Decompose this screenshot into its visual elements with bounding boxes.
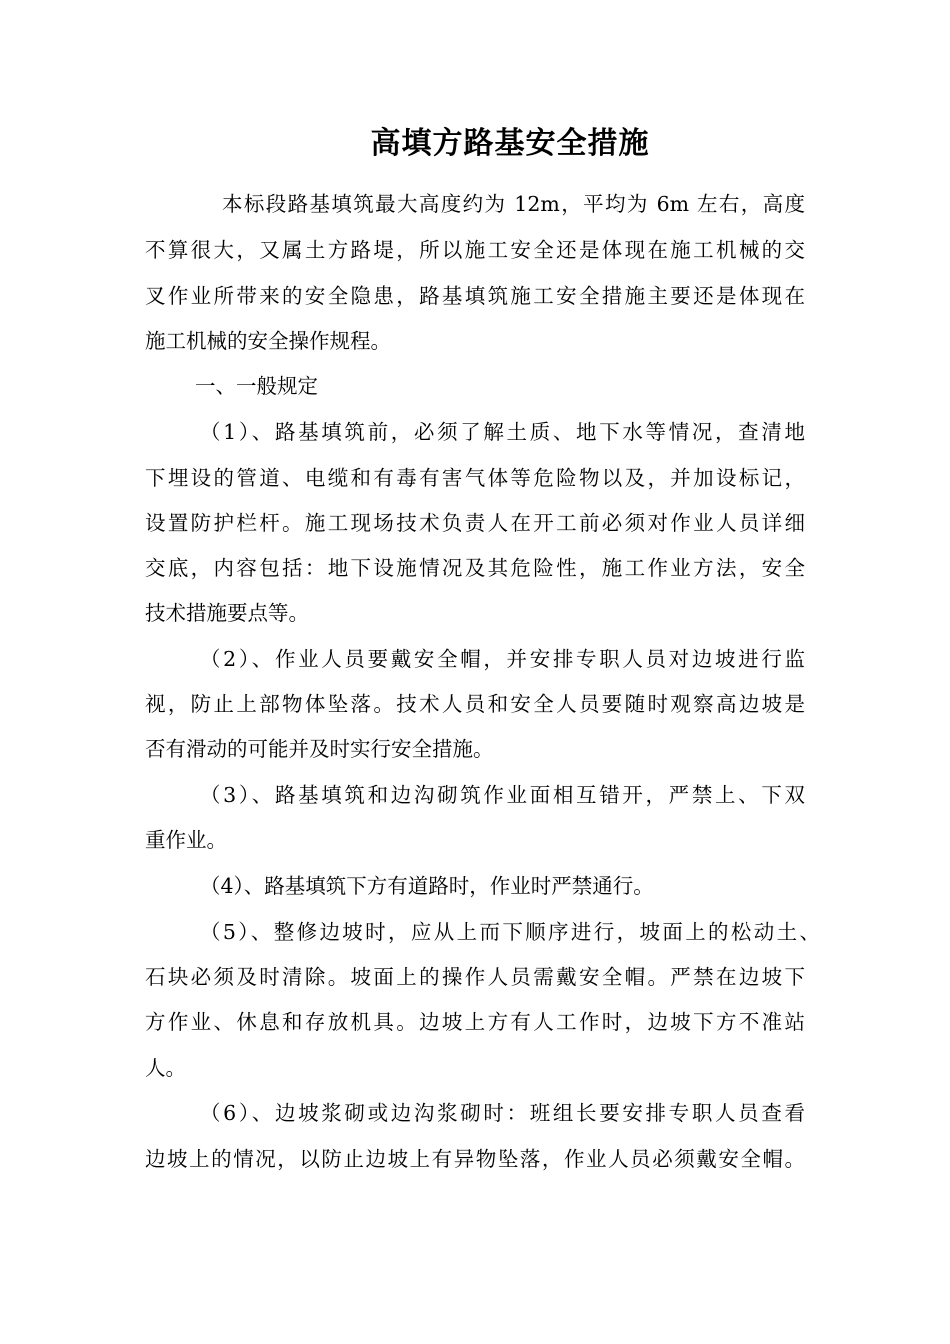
paragraph-line: 视，防止上部物体坠落。技术人员和安全人员要随时观察高边坡是 — [145, 692, 805, 716]
paragraph-line: （3）、路基填筑和边沟砌筑作业面相互错开，严禁上、下双 — [200, 783, 805, 807]
paragraph-line: 不算很大，又属土方路堤，所以施工安全还是体现在施工机械的交 — [145, 238, 805, 262]
paragraph-line: 石块必须及时清除。坡面上的操作人员需戴安全帽。严禁在边坡下 — [145, 965, 805, 989]
paragraph-line: 边坡上的情况，以防止边坡上有异物坠落，作业人员必须戴安全帽。 — [145, 1147, 805, 1171]
paragraph-line: 技术措施要点等。 — [145, 601, 309, 625]
section-heading: 一、一般规定 — [195, 374, 318, 398]
paragraph-line: （5）、整修边坡时，应从上而下顺序进行，坡面上的松动土、 — [200, 920, 820, 944]
page-title: 高填方路基安全措施 — [370, 126, 650, 161]
paragraph-line: 本标段路基填筑最大高度约为 12m，平均为 6m 左右，高度 — [222, 192, 805, 216]
paragraph-line: 交底，内容包括：地下设施情况及其危险性，施工作业方法，安全 — [145, 556, 805, 580]
paragraph-line: 人。 — [145, 1056, 186, 1080]
paragraph-line: （4）、路基填筑下方有道路时，作业时严禁通行。 — [200, 874, 654, 898]
paragraph-line: （2）、作业人员要戴安全帽，并安排专职人员对边坡进行监 — [200, 647, 805, 671]
paragraph-line: 叉作业所带来的安全隐患，路基填筑施工安全措施主要还是体现在 — [145, 284, 805, 308]
paragraph-line: （6）、边坡浆砌或边沟浆砌时：班组长要安排专职人员查看 — [200, 1101, 805, 1125]
paragraph-line: （1）、路基填筑前，必须了解土质、地下水等情况，查清地 — [200, 420, 805, 444]
paragraph-line: 否有滑动的可能并及时实行安全措施。 — [145, 737, 494, 761]
paragraph-line: 下埋设的管道、电缆和有毒有害气体等危险物以及，并加设标记， — [145, 466, 805, 490]
paragraph-line: 重作业。 — [145, 828, 227, 852]
paragraph-line: 方作业、休息和存放机具。边坡上方有人工作时，边坡下方不准站 — [145, 1010, 805, 1034]
paragraph-line: 施工机械的安全操作规程。 — [145, 329, 391, 353]
paragraph-line: 设置防护栏杆。施工现场技术负责人在开工前必须对作业人员详细 — [145, 511, 805, 535]
